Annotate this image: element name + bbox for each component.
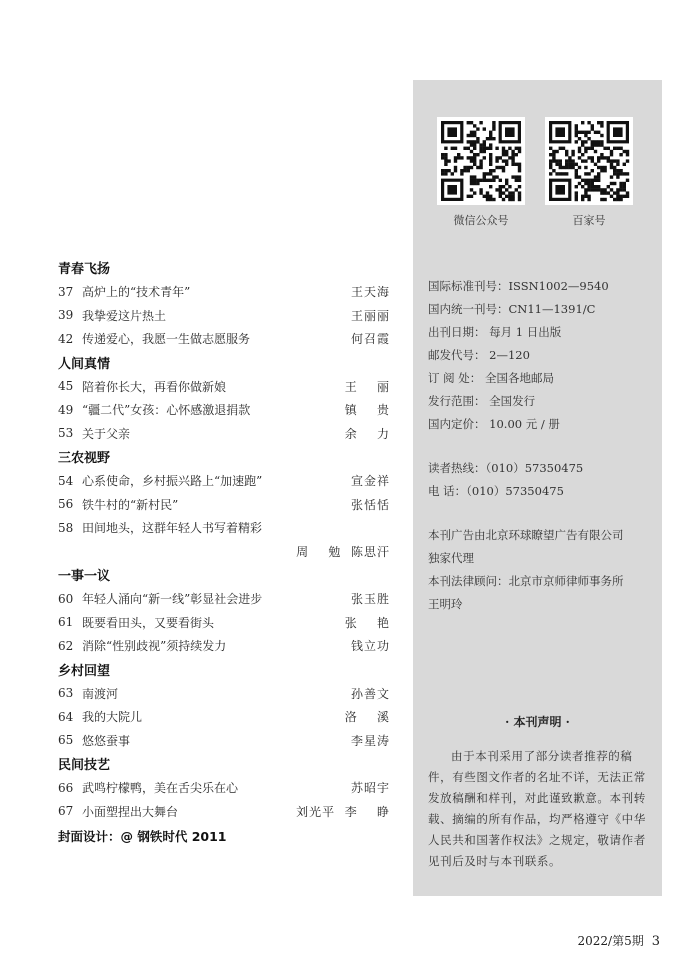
legal-advisor-line: 本刊法律顾问：北京市京师律师事务所: [428, 574, 624, 588]
page-ref: 62: [58, 638, 74, 653]
postcode-line: 邮发代号： 2—120: [428, 348, 530, 362]
article-title: 既要看田头，又要看街头: [82, 615, 215, 630]
page-ref: 42: [58, 331, 74, 346]
toc-entry: [58, 611, 390, 635]
article-title: 武鸣柠檬鸭，美在舌尖乐在心: [82, 781, 239, 796]
cover-design-credit: 封面设计：@ 钢铁时代 2011: [58, 829, 227, 844]
toc-entry: [58, 469, 390, 493]
page-ref: 64: [58, 709, 74, 724]
cn-line: 国内统一刊号：CN11—1391/C: [428, 302, 596, 316]
article-author: 王天海: [350, 285, 390, 300]
toc-entry: [58, 327, 390, 351]
article-title: 传递爱心，我愿一生做志愿服务: [82, 332, 251, 347]
page-ref: 39: [58, 308, 74, 323]
page-ref: 53: [58, 426, 74, 441]
article-title: 我挚爱这片热土: [82, 308, 167, 323]
article-author: 张 艳: [344, 615, 390, 630]
ad-agent-line-2: 独家代理: [428, 551, 474, 565]
article-title: 年轻人涌向“新一线”彰显社会进步: [82, 592, 263, 607]
section-title: 人间真情: [58, 356, 111, 372]
baijia-qr-label: 百家号: [572, 214, 606, 227]
page-ref: 56: [58, 497, 74, 512]
article-author: 苏昭宇: [350, 781, 390, 796]
toc-entry: [58, 634, 390, 658]
wechat-qr-label: 微信公众号: [453, 214, 509, 227]
section-title: 乡村回望: [58, 663, 111, 679]
page-ref: 37: [58, 284, 74, 299]
toc-entry: [58, 422, 390, 446]
section-title: 三农视野: [58, 451, 111, 466]
wechat-qr-code: [437, 117, 525, 205]
article-title: 悠悠蚕事: [82, 733, 131, 748]
toc-entry: [58, 516, 390, 540]
page-ref: 66: [58, 780, 74, 795]
distribution-line: 发行范围： 全国发行: [428, 394, 536, 408]
ad-agent-line: 本刊广告由北京环球瞭望广告有限公司: [428, 528, 624, 542]
toc-entry: [58, 800, 390, 824]
section-title: 民间技艺: [58, 758, 111, 773]
article-author: 钱立功: [350, 639, 390, 654]
article-title: 我的大院儿: [82, 710, 143, 725]
toc-entry: [58, 304, 390, 328]
legal-advisor-line-2: 王明玲: [428, 597, 463, 611]
page-footer: [578, 932, 661, 949]
page-number: 3: [651, 934, 660, 949]
page-ref: 49: [58, 402, 74, 417]
article-author: 洛 溪: [344, 710, 390, 725]
publish-date-line: 出刊日期： 每月 1 日出版: [428, 325, 562, 339]
article-author: 余 力: [344, 426, 390, 441]
article-author: 刘光平 李 睁: [296, 804, 390, 819]
article-author: 镇 贵: [344, 403, 390, 418]
issue-label: 2022/第5期: [577, 934, 644, 948]
article-title: 关于父亲: [82, 426, 131, 441]
page-ref: 58: [58, 520, 74, 535]
toc-entry: [58, 682, 390, 706]
toc-entry: [58, 540, 390, 564]
article-author: 何召霞: [350, 332, 390, 347]
article-author: 张恬恬: [350, 497, 390, 512]
page-ref: 60: [58, 591, 74, 606]
reader-hotline: 读者热线：（010）57350475: [428, 461, 584, 475]
toc-entry: [58, 729, 390, 753]
page-ref: 54: [58, 473, 74, 488]
article-title: 高炉上的“技术青年”: [82, 285, 191, 300]
page-ref: 63: [58, 686, 74, 701]
article-title: 田间地头，这群年轻人书写着精彩: [82, 521, 263, 536]
article-author: 孙善文: [350, 686, 390, 701]
page-ref: 65: [58, 733, 74, 748]
toc-entry: [58, 375, 390, 399]
article-author: 李星涛: [350, 733, 390, 748]
notice-title: · 本刊声明 ·: [505, 715, 570, 729]
article-title: 心系使命，乡村振兴路上“加速跑”: [82, 474, 263, 489]
article-author: 张玉胜: [350, 592, 390, 607]
page-ref: 61: [58, 615, 74, 630]
article-title: 小面塑捏出大舞台: [82, 804, 179, 819]
toc-entry: [58, 587, 390, 611]
article-author: 宣金祥: [350, 474, 390, 489]
price-line: 国内定价： 10.00 元 / 册: [428, 417, 560, 431]
article-author: 周 勉 陈思汗: [296, 544, 390, 559]
article-title: 陪着你长大，再看你做新娘: [82, 379, 227, 394]
phone-line: 电 话：（010）57350475: [428, 484, 564, 498]
article-title: 铁牛村的“新村民”: [82, 497, 179, 512]
section-title: 一事一议: [58, 569, 111, 584]
issn-line: 国际标准刊号：ISSN1002—9540: [428, 279, 609, 293]
section-title: 青春飞扬: [58, 262, 111, 277]
table-of-contents: [58, 256, 390, 847]
toc-entry: [58, 493, 390, 517]
notice-body: 由于本刊采用了部分读者推荐的稿件，有些图文作者的名址不详，无法正常发放稿酬和样刊，对此谨致歉意。本刊转载、摘编的所有作品，均严格遵守《中华人民共和国著作权法》之规定，敬请作者见刊后及时与本刊联系。: [428, 749, 646, 868]
article-title: “疆二代”女孩：心怀感激退捐款: [82, 403, 251, 418]
toc-entry: [58, 398, 390, 422]
article-author: 王 丽: [344, 379, 390, 394]
article-author: 王丽丽: [350, 308, 390, 323]
toc-entry: [58, 705, 390, 729]
subscribe-line: 订 阅 处： 全国各地邮局: [428, 371, 554, 385]
article-title: 南渡河: [82, 686, 119, 701]
baijia-qr-code: [545, 117, 633, 205]
article-title: 消除“性别歧视”须持续发力: [82, 639, 227, 654]
toc-entry: [58, 280, 390, 304]
page-ref: 45: [58, 379, 74, 394]
page-ref: 67: [58, 804, 74, 819]
toc-entry: [58, 776, 390, 800]
